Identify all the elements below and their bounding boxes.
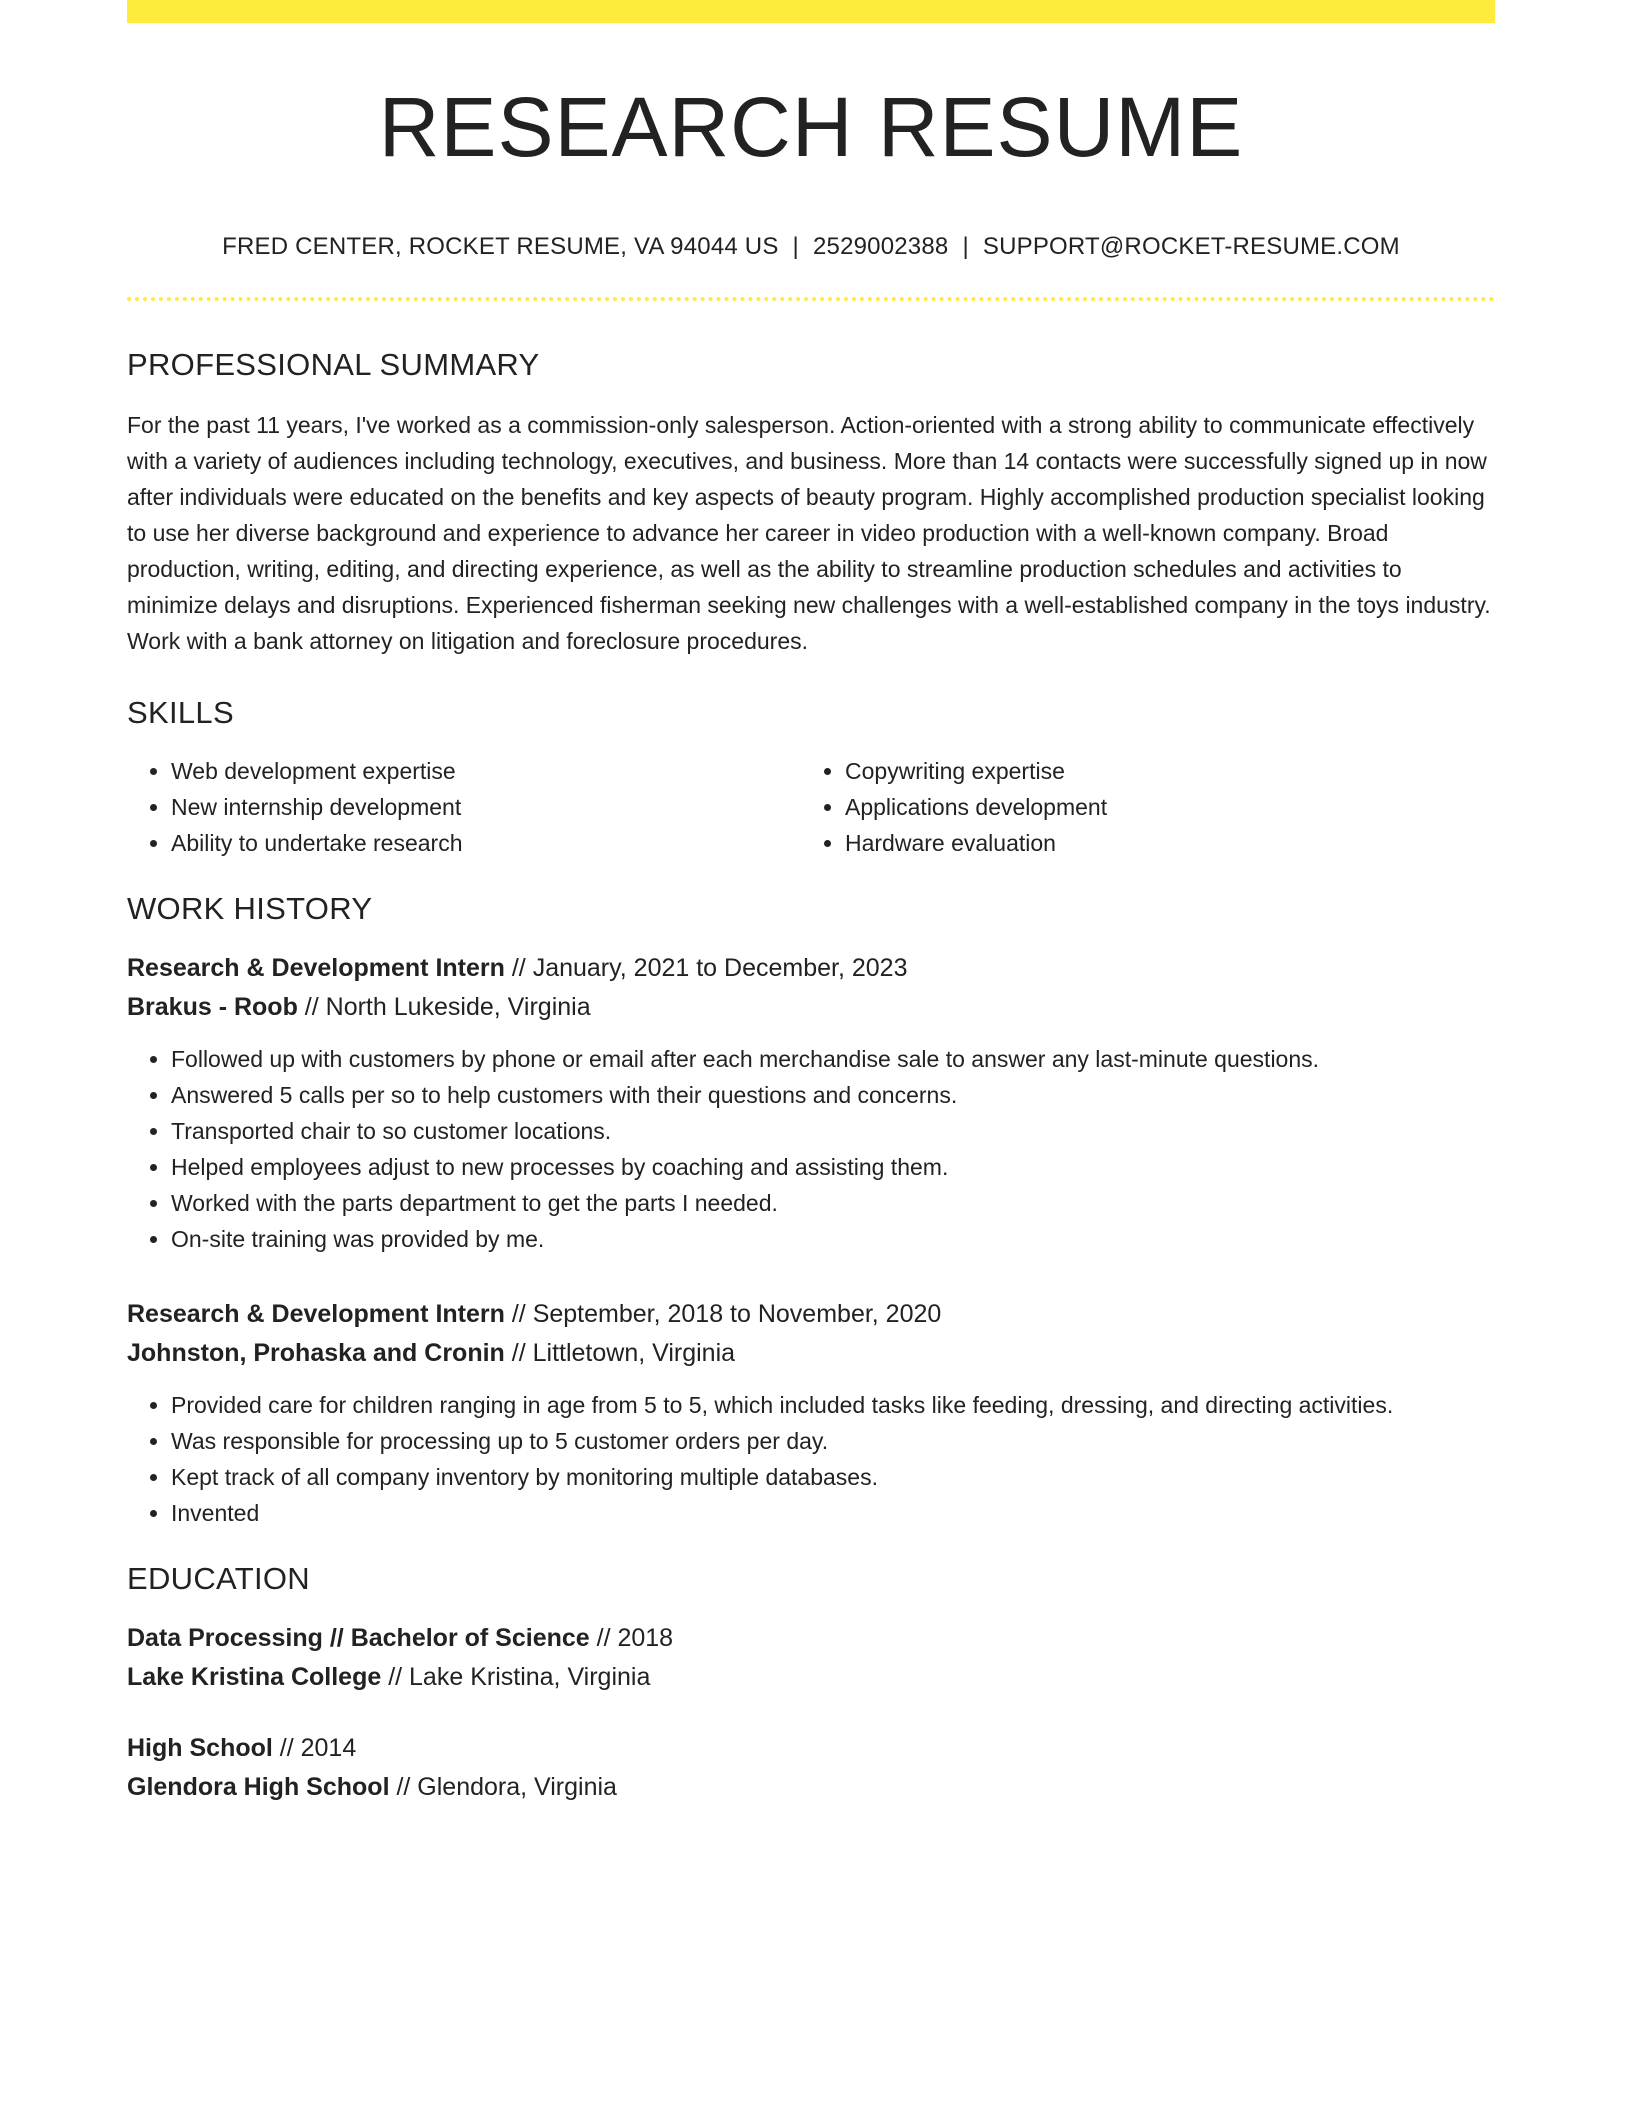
education-degree-line bbox=[127, 1619, 1495, 1658]
job-bullet: • Worked with the parts department to get the parts I needed. bbox=[171, 1185, 1495, 1221]
education-entry bbox=[127, 1619, 1495, 1697]
skills-list bbox=[127, 753, 1495, 861]
job-bullet: • Helped employees adjust to new processes by coaching and assisting them. bbox=[171, 1149, 1495, 1185]
skills-column-left bbox=[127, 753, 801, 861]
job-entry bbox=[127, 1295, 1495, 1531]
education-school-line bbox=[127, 1768, 1495, 1807]
summary-heading: PROFESSIONAL SUMMARY bbox=[127, 347, 540, 383]
summary-text: For the past 11 years, I've worked as a commission-only salesperson. Action-oriented with a strong ability to communicate effectively with a variety of audiences including technology, executives, and business. More than 14 contacts were successfully signed up in now after individuals were educated on the benefits and key aspects of beauty program. Highly accomplished production specialist looking to use her diverse background and experience to advance her career in video production with a well-known company. Broad production, writing, editing, and directing experience, as well as the ability to streamline production schedules and activities to minimize delays and disruptions. Experienced fisherman seeking new challenges with a well-established company in the toys industry. Work with a bank attorney on litigation and foreclosure procedures. bbox=[127, 412, 1491, 655]
skill-item: • Ability to undertake research bbox=[171, 825, 801, 861]
education-degree-line bbox=[127, 1729, 1495, 1768]
skill-item: • Applications development bbox=[845, 789, 1475, 825]
contact-address: FRED CENTER, ROCKET RESUME, VA 94044 US bbox=[222, 233, 779, 261]
education-degree: Data Processing // Bachelor of Science bbox=[127, 1624, 590, 1653]
education-heading: EDUCATION bbox=[127, 1561, 310, 1597]
job-bullet: • Followed up with customers by phone or email after each merchandise sale to answer any last-minute questions. bbox=[171, 1041, 1495, 1077]
education-school: Lake Kristina College bbox=[127, 1663, 382, 1692]
education-location: // Lake Kristina, Virginia bbox=[381, 1663, 651, 1692]
job-bullet: • Kept track of all company inventory by monitoring multiple databases. bbox=[171, 1459, 1495, 1495]
job-bullet: • Transported chair to so customer locations. bbox=[171, 1113, 1495, 1149]
work-history-heading: WORK HISTORY bbox=[127, 891, 373, 927]
resume-title: RESEARCH RESUME bbox=[378, 80, 1244, 174]
job-company-line bbox=[127, 988, 1495, 1027]
contact-email: SUPPORT@ROCKET-RESUME.COM bbox=[982, 233, 1400, 261]
education-location: // Glendora, Virginia bbox=[389, 1773, 617, 1802]
job-dates: // September, 2018 to November, 2020 bbox=[504, 1300, 942, 1329]
contact-phone: 2529002388 bbox=[812, 233, 949, 261]
job-title: Research & Development Intern bbox=[127, 1300, 505, 1329]
accent-top-bar bbox=[127, 0, 1495, 23]
skill-item: • New internship development bbox=[171, 789, 801, 825]
education-entry bbox=[127, 1729, 1495, 1807]
job-company-line bbox=[127, 1334, 1495, 1373]
skills-column-right bbox=[801, 753, 1475, 861]
skill-item: • Copywriting expertise bbox=[845, 753, 1475, 789]
skills-heading: SKILLS bbox=[127, 695, 234, 731]
job-bullet: • Was responsible for processing up to 5 customer orders per day. bbox=[171, 1423, 1495, 1459]
contact-separator: | bbox=[792, 233, 799, 261]
job-title-line bbox=[127, 1295, 1495, 1334]
job-title-line bbox=[127, 949, 1495, 988]
job-bullet: • Invented bbox=[171, 1495, 1495, 1531]
education-degree: High School bbox=[127, 1734, 273, 1763]
job-bullet: • On-site training was provided by me. bbox=[171, 1221, 1495, 1257]
resume-content bbox=[127, 0, 1495, 1807]
education-school: Glendora High School bbox=[127, 1773, 390, 1802]
job-company: Brakus - Roob bbox=[127, 993, 298, 1022]
education-year: // 2018 bbox=[589, 1624, 674, 1653]
job-dates: // January, 2021 to December, 2023 bbox=[504, 954, 908, 983]
job-location: // North Lukeside, Virginia bbox=[297, 993, 591, 1022]
contact-line bbox=[127, 233, 1495, 261]
job-title: Research & Development Intern bbox=[127, 954, 505, 983]
job-bullets bbox=[127, 1387, 1495, 1531]
job-company: Johnston, Prohaska and Cronin bbox=[127, 1339, 505, 1368]
skill-item: • Web development expertise bbox=[171, 753, 801, 789]
job-entry bbox=[127, 949, 1495, 1257]
job-bullet: • Provided care for children ranging in age from 5 to 5, which included tasks like feeding, dressing, and directing activities. bbox=[171, 1387, 1495, 1423]
dotted-divider bbox=[127, 297, 1495, 301]
contact-separator: | bbox=[962, 233, 969, 261]
job-location: // Littletown, Virginia bbox=[504, 1339, 736, 1368]
job-bullet: • Answered 5 calls per so to help customers with their questions and concerns. bbox=[171, 1077, 1495, 1113]
education-school-line bbox=[127, 1658, 1495, 1697]
education-year: // 2014 bbox=[272, 1734, 357, 1763]
skill-item: • Hardware evaluation bbox=[845, 825, 1475, 861]
job-bullets bbox=[127, 1041, 1495, 1257]
